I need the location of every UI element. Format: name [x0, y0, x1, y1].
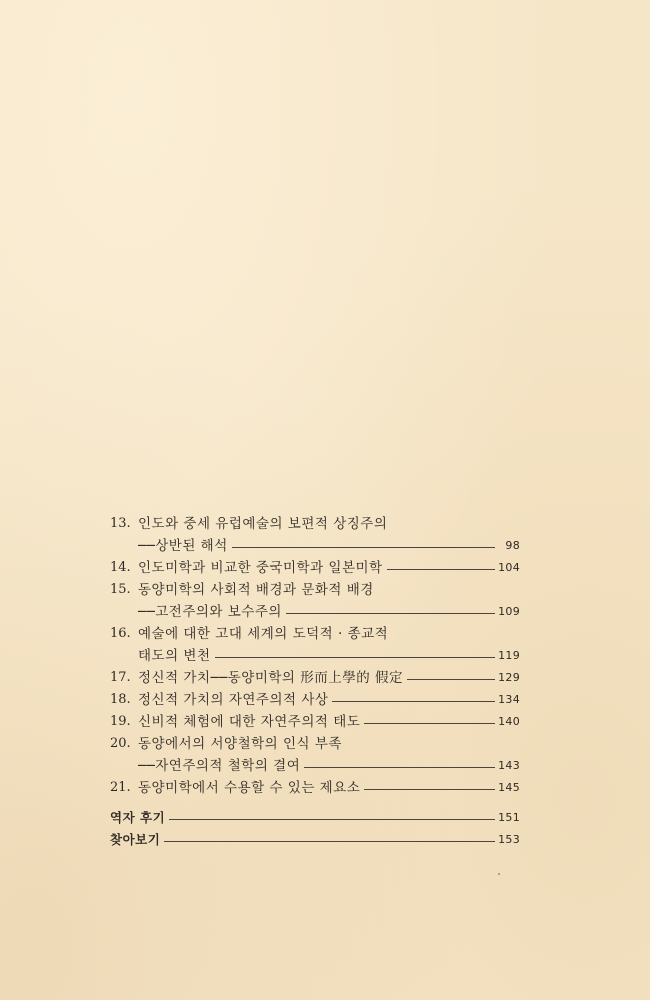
toc-entry-15-continued	[110, 601, 520, 623]
dot-leader	[215, 657, 496, 658]
entry-title: 동양미학의 사회적 배경과 문화적 배경	[138, 582, 374, 598]
page-number: 153	[498, 833, 520, 846]
entry-subtitle: ──상반된 해석	[138, 538, 228, 554]
entry-title: 정신적 가치의 자연주의적 사상	[138, 692, 329, 708]
entry-number: 15.	[110, 582, 131, 597]
entry-title: 정신적 가치──동양미학의 形而上學的 假定	[138, 670, 404, 686]
entry-subtitle: ──자연주의적 철학의 결여	[138, 758, 301, 774]
entry-number: 21.	[110, 780, 131, 795]
page-number: 98	[505, 539, 520, 552]
dot-leader	[407, 679, 495, 680]
toc-entry-14	[110, 557, 520, 579]
entry-subtitle: 태도의 변천	[138, 648, 211, 664]
entry-title: 인도미학과 비교한 중국미학과 일본미학	[138, 560, 383, 576]
page-number: 129	[498, 671, 520, 684]
toc-entry-19	[110, 711, 520, 733]
toc-entry-17	[110, 667, 520, 689]
toc-entry-20-continued	[110, 755, 520, 777]
entry-subtitle: ──고전주의와 보수주의	[138, 604, 282, 620]
entry-title: 동양에서의 서양철학의 인식 부족	[138, 736, 342, 752]
page-number: 140	[498, 715, 520, 728]
dot-leader	[169, 819, 495, 820]
entry-number: 16.	[110, 626, 131, 641]
entry-number: 18.	[110, 692, 131, 707]
page-number: 151	[498, 811, 520, 824]
dot-leader	[332, 701, 495, 702]
toc-entry-20	[110, 733, 520, 755]
toc-entry-16-continued	[110, 645, 520, 667]
entry-number: 14.	[110, 560, 131, 575]
entry-title: 인도와 중세 유럽예술의 보편적 상징주의	[138, 516, 388, 532]
page-number: 134	[498, 693, 520, 706]
toc-entry-15	[110, 579, 520, 601]
page-number: 145	[498, 781, 520, 794]
toc-entry-16	[110, 623, 520, 645]
page-number: 119	[498, 649, 520, 662]
entry-title: 신비적 체험에 대한 자연주의적 태도	[138, 714, 361, 730]
table-of-contents	[110, 513, 520, 851]
entry-title: 예술에 대한 고대 세계의 도덕적 · 종교적	[138, 626, 389, 642]
entry-number: 17.	[110, 670, 131, 685]
page-number: 143	[498, 759, 520, 772]
dot-leader	[286, 613, 495, 614]
entry-number: 13.	[110, 516, 131, 531]
dot-leader	[232, 547, 495, 548]
dot-leader	[304, 767, 495, 768]
toc-index	[110, 829, 520, 851]
toc-entry-21	[110, 777, 520, 799]
back-matter-title: 역자 후기	[110, 810, 166, 825]
page-number: 109	[498, 605, 520, 618]
dot-leader	[387, 569, 495, 570]
toc-entry-13-continued	[110, 535, 520, 557]
entry-number: 20.	[110, 736, 131, 751]
dot-leader	[364, 789, 495, 790]
back-matter-title: 찾아보기	[110, 832, 161, 847]
toc-entry-13	[110, 513, 520, 535]
toc-entry-18	[110, 689, 520, 711]
page-number: 104	[498, 561, 520, 574]
paper-speck	[498, 873, 500, 875]
dot-leader	[164, 841, 495, 842]
entry-title: 동양미학에서 수용할 수 있는 제요소	[138, 780, 361, 796]
toc-translator-afterword	[110, 807, 520, 829]
entry-number: 19.	[110, 714, 131, 729]
dot-leader	[364, 723, 495, 724]
